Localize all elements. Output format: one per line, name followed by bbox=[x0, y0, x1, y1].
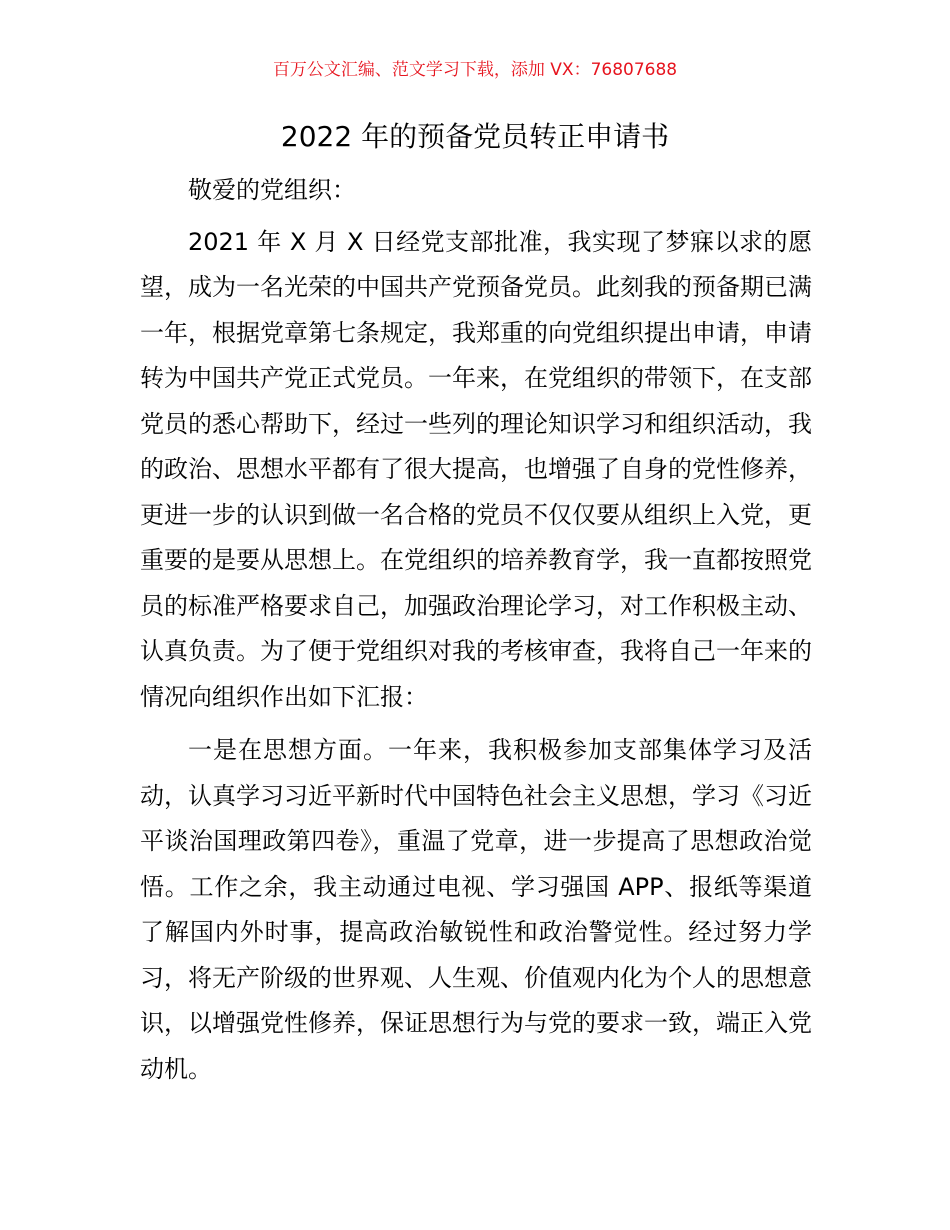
paragraph-2: 一是在思想方面。一年来，我积极参加支部集体学习及活动，认真学习习近平新时代中国特色社会主义思想，学习《习近平谈治国理政第四卷》，重温了党章，进一步提高了思想政治觉悟。工作之余，我主动通过电视、学习强国 APP、报纸等渠道了解国内外时事，提高政治敏锐性和政治警觉性。经过努力学习，将无产阶级的世界观、人生观、价值观内化为个人的思想意识，以增强党性修养，保证思想行为与党的要求一致，端正入党动机。 bbox=[140, 736, 812, 1083]
paragraph-1: 2021 年 X 月 X 日经党支部批准，我实现了梦寐以求的愿望，成为一名光荣的中国共产党预备党员。此刻我的预备期已满一年，根据党章第七条规定，我郑重的向党组织提出申请，申请转为中国共产党正式党员。一年来，在党组织的带领下，在支部党员的悉心帮助下，经过一些列的理论知识学习和组织活动，我的政治、思想水平都有了很大提高，也增强了自身的党性修养，更进一步的认识到做一名合格的党员不仅仅要从组织上入党，更重要的是要从思想上。在党组织的培养教育学，我一直都按照党员的标准严格要求自己，加强政治理论学习，对工作积极主动、认真负责。为了便于党组织对我的考核审查，我将自己一年来的情况向组织作出如下汇报： bbox=[140, 227, 812, 711]
header-note: 百万公文汇编、范文学习下载，添加 VX：76807688 bbox=[272, 60, 678, 80]
document-title: 2022 年的预备党员转正申请书 bbox=[280, 120, 670, 153]
salutation: 敬爱的党组织： bbox=[188, 176, 356, 204]
document-body bbox=[140, 168, 812, 1100]
